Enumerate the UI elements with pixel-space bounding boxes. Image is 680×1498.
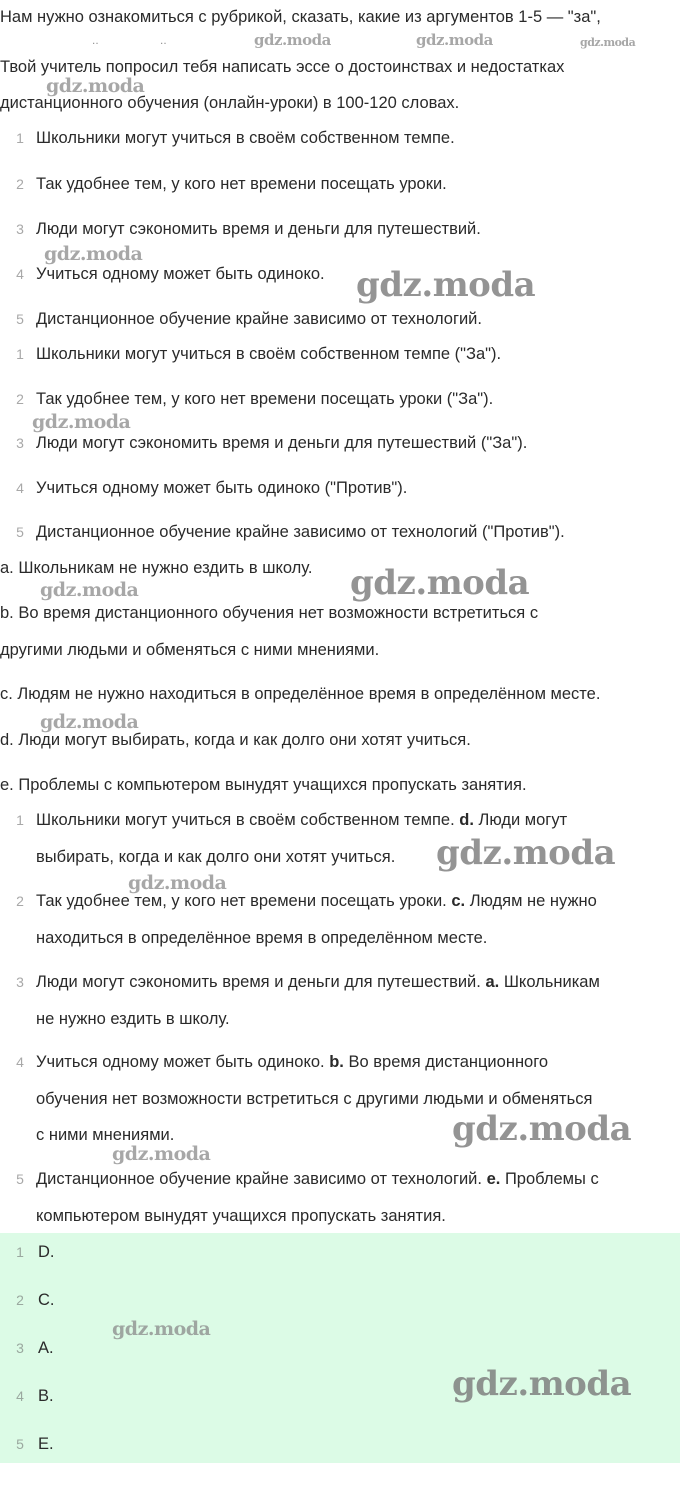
item-number: 4	[16, 480, 24, 496]
intro-line-2: Твой учитель попросил тебя написать эссе о достоинствах и недостатках	[0, 58, 565, 76]
answer-number: 1	[16, 1244, 24, 1260]
item-text: Так удобнее тем, у кого нет времени посещать уроки ("За").	[36, 390, 494, 408]
item-number: 1	[16, 346, 24, 362]
intro-line-3: дистанционного обучения (онлайн-уроки) в 100-120 словах.	[0, 94, 460, 112]
answer-letter: b.	[329, 1053, 344, 1071]
item-number: 4	[16, 266, 24, 282]
item-number: 3	[16, 221, 24, 237]
item-number: 1	[16, 130, 24, 146]
item-text: Учиться одному может быть одиноко. b. Во время дистанционного	[36, 1053, 549, 1071]
item-number: 5	[16, 311, 24, 327]
item-number: 3	[16, 974, 24, 990]
watermark: gdz.moda	[254, 31, 331, 49]
item-text: Так удобнее тем, у кого нет времени посещать уроки.	[36, 175, 447, 193]
watermark: gdz.moda	[112, 1318, 211, 1340]
item-text-cont: с ними мнениями.	[36, 1126, 175, 1144]
item-text: Люди могут сэкономить время и деньги для путешествий.	[36, 220, 481, 238]
argument-c: c. Людям не нужно находиться в определённое время в определённом месте.	[0, 685, 601, 703]
item-text: Учиться одному может быть одиноко ("Против").	[36, 479, 408, 497]
item-text: Дистанционное обучение крайне зависимо от технологий.	[36, 310, 482, 328]
watermark: gdz.moda	[416, 31, 493, 49]
item-text: Школьники могут учиться в своём собственном темпе. d. Люди могут	[36, 811, 568, 829]
item-text-cont: не нужно ездить в школу.	[36, 1010, 230, 1028]
item-number: 5	[16, 524, 24, 540]
item-text: Так удобнее тем, у кого нет времени посещать уроки. c. Людям не нужно	[36, 892, 597, 910]
watermark: gdz.moda	[350, 563, 530, 603]
answer-value: B.	[38, 1387, 54, 1405]
answer-number: 5	[16, 1436, 24, 1452]
stray-mark: ‥	[160, 36, 167, 47]
watermark: gdz.moda	[580, 36, 636, 49]
watermark: gdz.moda	[40, 579, 139, 601]
item-text: Школьники могут учиться в своём собственном темпе.	[36, 129, 455, 147]
answer-value: A.	[38, 1339, 54, 1357]
item-number: 1	[16, 812, 24, 828]
argument-a: a. Школьникам не нужно ездить в школу.	[0, 559, 313, 577]
watermark: gdz.moda	[452, 1109, 632, 1149]
watermark: gdz.moda	[436, 833, 616, 873]
answer-letter: e.	[486, 1170, 501, 1188]
watermark: gdz.moda	[452, 1364, 632, 1404]
answer-letter: a.	[485, 973, 500, 991]
watermark: gdz.moda	[128, 872, 227, 894]
item-number: 2	[16, 176, 24, 192]
item-number: 3	[16, 435, 24, 451]
item-number: 4	[16, 1054, 24, 1070]
argument-d: d. Люди могут выбирать, когда и как долго они хотят учиться.	[0, 731, 471, 749]
answer-letter: c.	[451, 892, 466, 910]
watermark: gdz.moda	[44, 243, 143, 265]
answer-number: 2	[16, 1292, 24, 1308]
item-text-cont: обучения нет возможности встретиться с другими людьми и обменяться	[36, 1090, 593, 1108]
item-text-cont: компьютером вынудят учащихся пропускать занятия.	[36, 1207, 446, 1225]
item-number: 5	[16, 1171, 24, 1187]
item-text: Школьники могут учиться в своём собственном темпе ("За").	[36, 345, 502, 363]
argument-e: e. Проблемы с компьютером вынудят учащихся пропускать занятия.	[0, 776, 527, 794]
item-text-cont: выбирать, когда и как долго они хотят учиться.	[36, 848, 396, 866]
intro-line-1: Нам нужно ознакомиться с рубрикой, сказать, какие из аргументов 1-5 — "за",	[0, 8, 601, 26]
stray-mark: ‥	[92, 36, 99, 47]
watermark: gdz.moda	[40, 711, 139, 733]
answer-number: 4	[16, 1388, 24, 1404]
item-text: Дистанционное обучение крайне зависимо от технологий ("Против").	[36, 523, 565, 541]
item-text: Люди могут сэкономить время и деньги для путешествий. a. Школьникам	[36, 973, 600, 991]
argument-b: b. Во время дистанционного обучения нет возможности встретиться с	[0, 604, 539, 622]
watermark: gdz.moda	[356, 265, 536, 305]
answer-number: 3	[16, 1340, 24, 1356]
item-text: Люди могут сэкономить время и деньги для путешествий ("За").	[36, 434, 528, 452]
item-text: Дистанционное обучение крайне зависимо от технологий. e. Проблемы с	[36, 1170, 599, 1188]
answer-value: D.	[38, 1243, 55, 1261]
watermark: gdz.moda	[46, 75, 145, 97]
item-number: 2	[16, 391, 24, 407]
item-text: Учиться одному может быть одиноко.	[36, 265, 325, 283]
answer-value: C.	[38, 1291, 55, 1309]
item-text-cont: находиться в определённое время в определённом месте.	[36, 929, 488, 947]
watermark: gdz.moda	[32, 411, 131, 433]
watermark: gdz.moda	[112, 1143, 211, 1165]
item-number: 2	[16, 893, 24, 909]
answer-letter: d.	[459, 811, 474, 829]
answer-value: E.	[38, 1435, 54, 1453]
argument-b-cont: другими людьми и обменяться с ними мнениями.	[0, 641, 380, 659]
answer-box	[0, 1233, 680, 1463]
